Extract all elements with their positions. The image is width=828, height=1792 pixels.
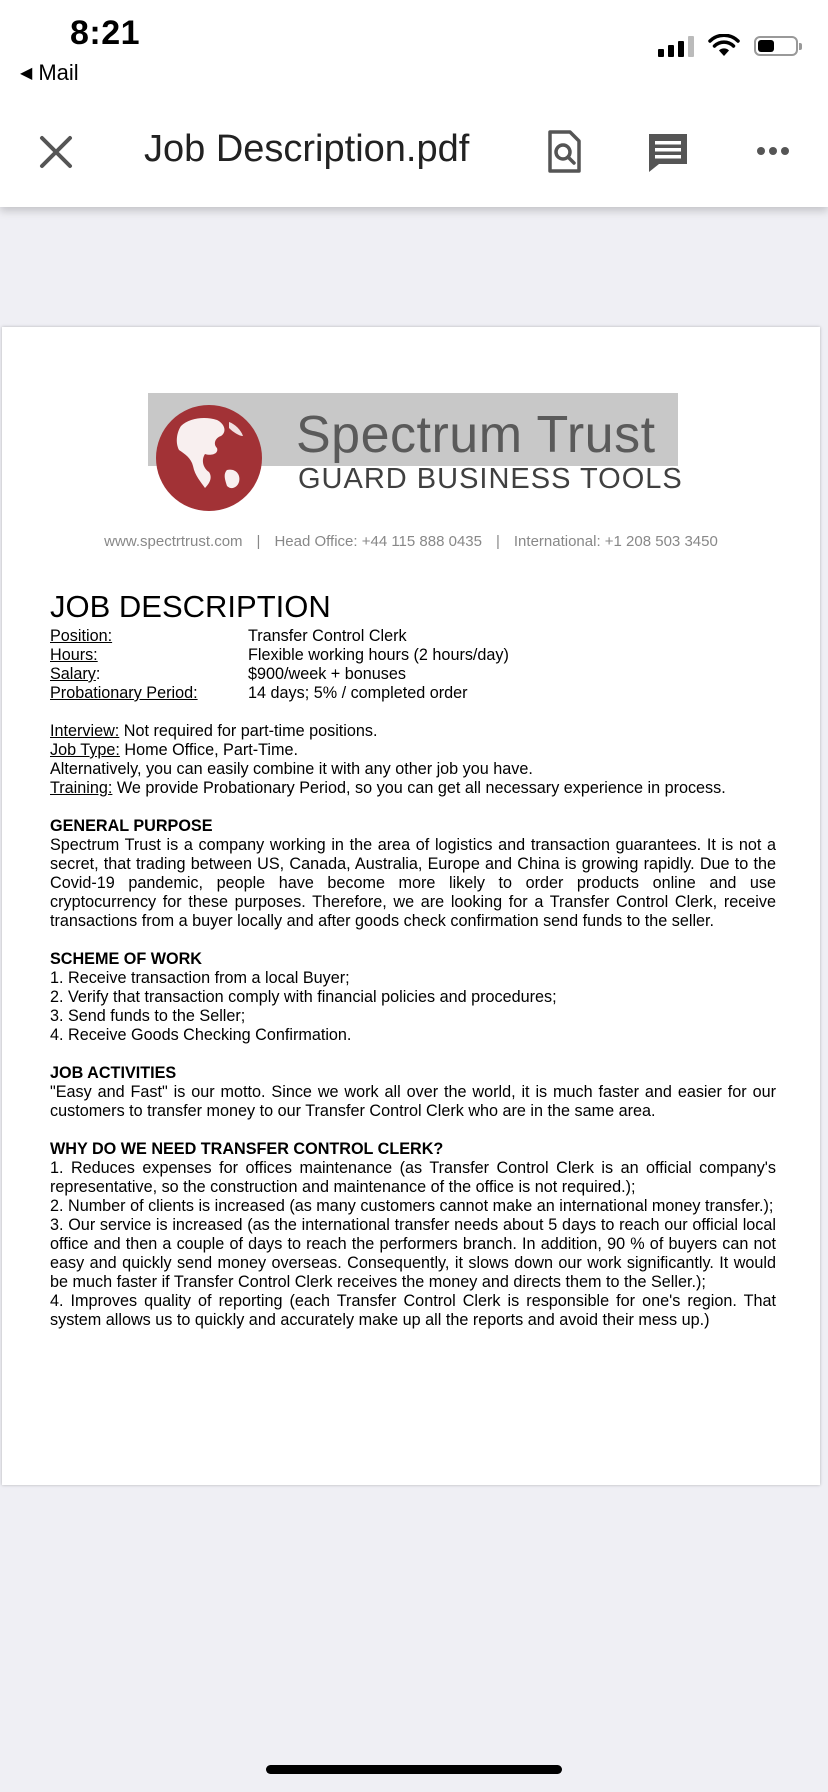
job-type-line <box>50 741 776 760</box>
detail-value: Transfer Control Clerk <box>248 627 407 645</box>
detail-label: Hours: <box>50 646 98 664</box>
more-icon[interactable] <box>756 146 790 156</box>
detail-row-probation <box>50 684 776 703</box>
why-heading: WHY DO WE NEED TRANSFER CONTROL CLERK? <box>50 1140 444 1158</box>
list-item: 2. Number of clients is increased (as many customers cannot make an international money transfer.); <box>50 1197 774 1215</box>
job-activities-text: "Easy and Fast" is our motto. Since we work all over the world, it is much faster and easier for our customers to transfer money to our Transfer Control Clerk who are in the same area. <box>50 1083 776 1120</box>
general-purpose-text: Spectrum Trust is a company working in the area of logistics and transaction guarantees. It is not a secret, that trading between US, Canada, Australia, Europe and China is growing rapidly. Due to the Covid-19 pandemic, people have become more likely to order products online and use cryptocurrency for these purposes. Therefore, we are looking for a Transfer Control Clerk, receive transactions from a buyer locally and after goods check confirmation send funds to the seller. <box>50 836 776 930</box>
detail-label <box>50 665 248 684</box>
detail-row-hours <box>50 646 776 665</box>
back-to-mail-button[interactable] <box>20 60 79 86</box>
back-label: Mail <box>38 60 79 85</box>
scheme-of-work-heading: SCHEME OF WORK <box>50 950 202 968</box>
job-type-label: Job Type: <box>50 741 120 759</box>
list-item: 3. Our service is increased (as the international transfer needs about 5 days to reach our official local office and then a couple of days to reach the performers branch. In addition, 90 % of buyers can not easy and quickly send money overseas. Consequently, it slows down our work significantly. It would be much faster if Transfer Control Clerk receives the money and directs them to the Seller.); <box>50 1216 776 1291</box>
list-item: 1. Reduces expenses for offices maintenance (as Transfer Control Clerk is an official company's representative, so the construction and maintenance of the office is not required.); <box>50 1159 776 1196</box>
home-indicator[interactable] <box>266 1765 562 1774</box>
job-description-heading: JOB DESCRIPTION <box>50 589 331 624</box>
head-office-phone: Head Office: +44 115 888 0435 <box>274 533 482 550</box>
list-item: 2. Verify that transaction comply with financial policies and procedures; <box>50 988 557 1006</box>
interview-label: Interview: <box>50 722 120 740</box>
document-title: Job Description.pdf <box>144 128 470 170</box>
detail-row-salary <box>50 665 776 684</box>
alternatively-line: Alternatively, you can easily combine it with any other job you have. <box>50 760 533 778</box>
wifi-icon <box>708 34 740 58</box>
list-item: 4. Receive Goods Checking Confirmation. <box>50 1026 352 1044</box>
list-item: 4. Improves quality of reporting (each Transfer Control Clerk is responsible for one's region. That system allows us to quickly and accurately make up all the reports and avoid their mess up.) <box>50 1292 776 1329</box>
globe-logo-icon <box>155 404 263 512</box>
detail-value: Flexible working hours (2 hours/day) <box>248 646 509 664</box>
training-line <box>50 779 776 798</box>
status-time: 8:21 <box>70 14 141 52</box>
document-content <box>50 589 776 1330</box>
cellular-signal-icon <box>658 35 694 57</box>
logo-subtitle: GUARD BUSINESS TOOLS <box>298 463 683 495</box>
job-activities-heading: JOB ACTIVITIES <box>50 1064 177 1082</box>
search-document-icon[interactable] <box>546 130 582 174</box>
top-bar <box>0 0 828 207</box>
close-icon[interactable] <box>34 130 78 174</box>
contact-separator: | <box>256 533 261 550</box>
training-text: We provide Probationary Period, so you can get all necessary experience in process. <box>112 779 726 797</box>
contact-line <box>2 533 820 550</box>
training-label: Training: <box>50 779 113 797</box>
interview-text: Not required for part-time positions. <box>119 722 378 740</box>
back-triangle-icon: ◀ <box>20 65 33 82</box>
detail-row-position <box>50 627 776 646</box>
comment-icon[interactable] <box>647 132 689 174</box>
status-icons <box>658 34 798 58</box>
salary-label-colon: : <box>95 665 101 683</box>
logo-name: Spectrum Trust <box>296 406 656 464</box>
detail-label: Probationary Period: <box>50 684 198 702</box>
contact-separator: | <box>495 533 500 550</box>
list-item: 1. Receive transaction from a local Buyer; <box>50 969 350 987</box>
salary-label: Salary <box>50 665 96 683</box>
pdf-page[interactable] <box>2 327 820 1485</box>
website-link[interactable]: www.spectrtrust.com <box>104 533 243 550</box>
list-item: 3. Send funds to the Seller; <box>50 1007 246 1025</box>
general-purpose-heading: GENERAL PURPOSE <box>50 817 213 835</box>
job-type-text: Home Office, Part-Time. <box>119 741 299 759</box>
interview-line <box>50 722 776 741</box>
detail-value: 14 days; 5% / completed order <box>248 684 468 702</box>
battery-icon <box>754 36 798 56</box>
detail-value: $900/week + bonuses <box>248 665 406 683</box>
international-phone: International: +1 208 503 3450 <box>513 533 718 550</box>
detail-label: Position: <box>50 627 113 645</box>
